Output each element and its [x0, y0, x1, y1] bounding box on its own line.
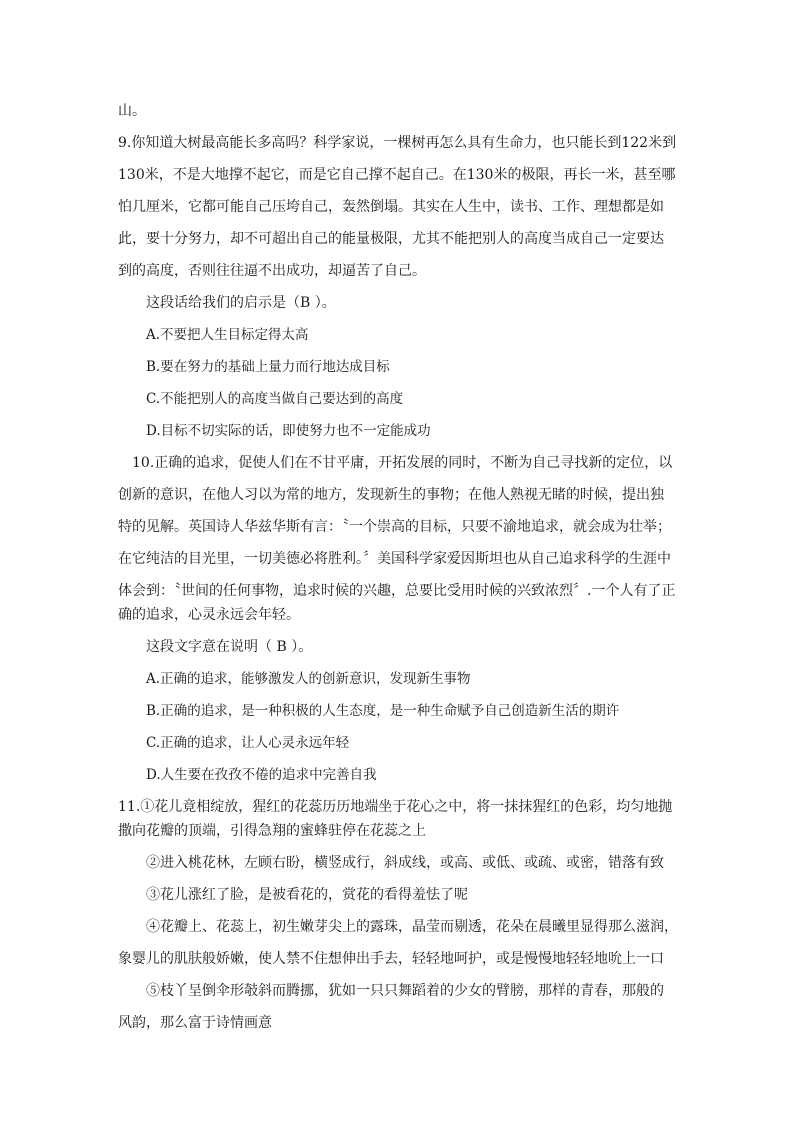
question-9-prompt: 这段话给我们的启示是（B ）。 — [146, 295, 336, 311]
text-line: 风韵，那么富于诗情画意 — [118, 1015, 272, 1031]
text-line: 创新的意识，在他人习以为常的地方，发现新生的事物；在他人熟视无睹的时候，提出独 — [118, 487, 664, 503]
option-d: D.人生要在孜孜不倦的追求中完善自我 — [146, 767, 377, 783]
item-4: ④花瓣上、花蕊上，初生嫩芽尖上的露珠，晶莹而剔透，花朵在晨曦里显得那么滋润， — [146, 919, 678, 935]
text-line: 在它纯洁的目光里，一切美德必将胜利。〞美国科学家爱因斯坦也从自己追求科学的生涯中 — [118, 551, 671, 567]
text-line: 象婴儿的肌肤般娇嫩，使人禁不住想伸出手去，轻轻地呵护，或是慢慢地轻轻地吮上一口 — [118, 951, 664, 967]
item-3: ③花儿涨红了脸，是被看花的，赏花的看得羞怯了呢 — [146, 887, 468, 903]
option-c: C.正确的追求，让人心灵永远年轻 — [146, 735, 350, 751]
option-b: B.正确的追求，是一种积极的人生态度，是一种生命赋予自己创造新生活的期许 — [146, 703, 620, 719]
text-line: 特的见解。英国诗人华兹华斯有言：〝一个崇高的目标，只要不渝地追求，就会成为壮举； — [118, 519, 671, 535]
text-line: 撒向花瓣的顶端，引得急翔的蜜蜂驻停在花蕊之上 — [118, 823, 426, 839]
option-d: D.目标不切实际的话，即使努力也不一定能成功 — [146, 423, 431, 439]
option-a: A.正确的追求，能够激发人的创新意识，发现新生事物 — [146, 671, 471, 687]
option-b: B.要在努力的基础上量力而行地达成目标 — [146, 359, 390, 375]
text-line: 130米，不是大地撑不起它，而是它自己撑不起自己。在130米的极限，再长一米，甚至哪 — [118, 167, 676, 183]
question-9-line: 9.你知道大树最高能长多高吗？科学家说，一棵树再怎么具有生命力，也只能长到122米到 — [118, 135, 677, 151]
text-line: 确的追求，心灵永远会年轻。 — [118, 607, 300, 623]
question-11-line: 11.①花儿竟相绽放，猩红的花蕊历历地端坐于花心之中，将一抹抹猩红的色彩，均匀地抛 — [118, 799, 673, 815]
text-line: 此，要十分努力，却不可超出自己的能量极限，尤其不能把别人的高度当成自己一定要达 — [118, 231, 664, 247]
option-c: C.不能把别人的高度当做自己要达到的高度 — [146, 391, 404, 407]
text-line: 怕几厘米，它都可能自己压垮自己，轰然倒塌。其实在人生中，读书、工作、理想都是如 — [118, 199, 664, 215]
text-line: 体会到：〝世间的任何事物，追求时候的兴趣，总要比受用时候的兴致浓烈〞.一个人有了正 — [118, 583, 676, 599]
text-line: 山。 — [118, 103, 146, 119]
question-10-prompt: 这段文字意在说明（ B ）。 — [146, 639, 313, 655]
option-a: A.不要把人生目标定得太高 — [146, 327, 309, 343]
item-5: ⑤枝丫呈倒伞形攲斜而腾挪，犹如一只只舞蹈着的少女的臂膀，那样的青春，那般的 — [146, 983, 664, 999]
item-2: ②进入桃花林，左顾右盼，横竖成行，斜成线，或高、或低、或疏、或密，错落有致 — [146, 855, 664, 871]
question-10-line: 10.正确的追求，促使人们在不甘平庸，开拓发展的同时，不断为自己寻找新的定位，以 — [132, 455, 673, 471]
text-line: 到的高度，否则往往逼不出成功，却逼苦了自己。 — [118, 263, 426, 279]
